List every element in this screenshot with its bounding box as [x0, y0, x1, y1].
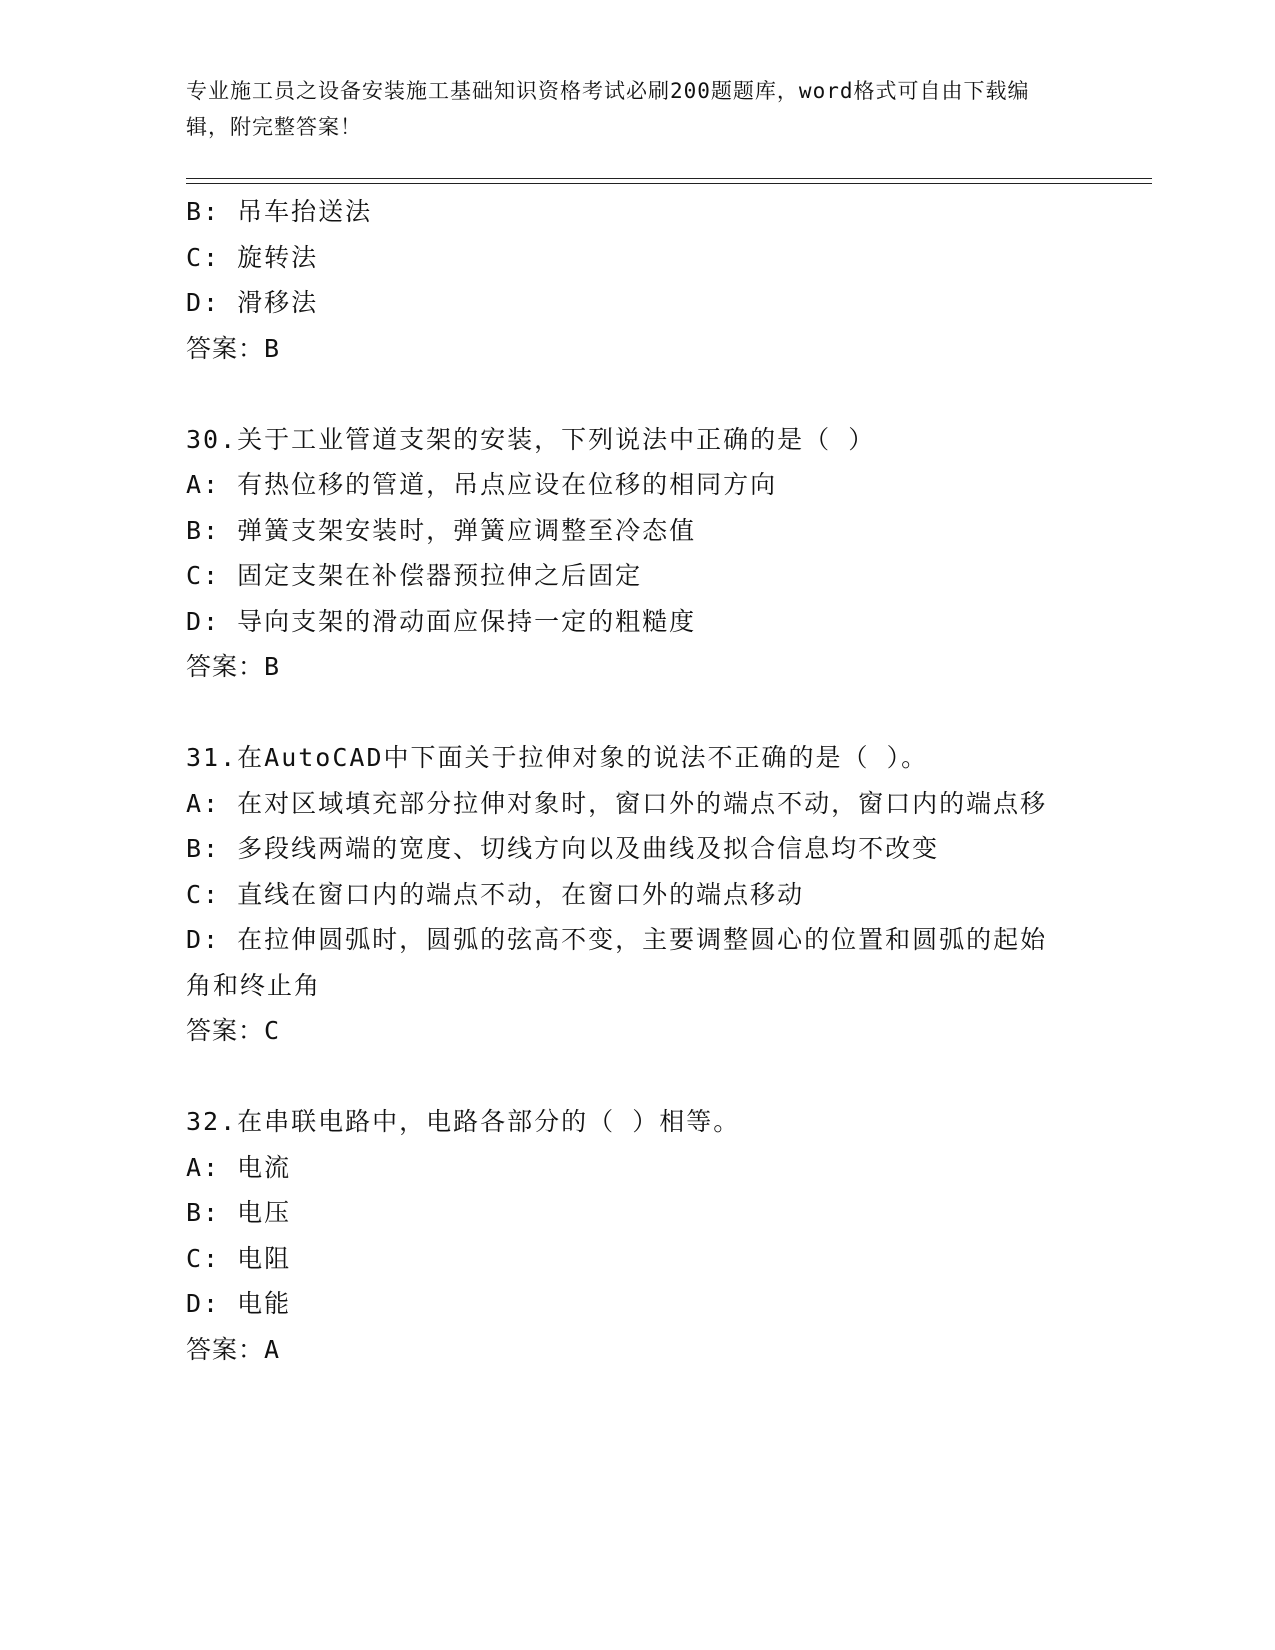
option-d: D: 在拉伸圆弧时，圆弧的弦高不变，主要调整圆心的位置和圆弧的起始角和终止角: [186, 925, 1048, 1000]
option-c: C: 直线在窗口内的端点不动，在窗口外的端点移动: [186, 879, 805, 909]
option-c: C: 旋转法: [186, 242, 319, 272]
option-d: D: 导向支架的滑动面应保持一定的粗糙度: [186, 606, 697, 636]
question-stem: 32.在串联电路中，电路各部分的（ ）相等。: [186, 1107, 741, 1136]
question-block-32: [186, 1099, 1086, 1372]
option-b: B: 吊车抬送法: [186, 197, 373, 226]
option-c: C: 固定支架在补偿器预拉伸之后固定: [186, 561, 643, 590]
question-block-30: [186, 417, 1086, 690]
question-list: [186, 189, 1086, 1372]
option-b: B: 弹簧支架安装时，弹簧应调整至冷态值: [186, 515, 697, 545]
answer-line: 答案：B: [186, 333, 281, 363]
option-b: B: 电压: [186, 1198, 292, 1227]
question-block-29: [186, 189, 1086, 371]
spacer: [186, 371, 1086, 417]
question-stem: 30.关于工业管道支架的安装，下列说法中正确的是（ ）: [186, 424, 876, 454]
answer-line: 答案：A: [186, 1334, 281, 1364]
option-a: A: 有热位移的管道，吊点应设在位移的相同方向: [186, 470, 778, 499]
option-a: A: 电流: [186, 1152, 292, 1182]
header-divider-bottom: [186, 183, 1152, 184]
document-header: 专业施工员之设备安装施工基础知识资格考试必刷200题题库，word格式可自由下载编辑，附完整答案！: [186, 79, 1030, 139]
option-d: D: 滑移法: [186, 288, 319, 317]
option-b: B: 多段线两端的宽度、切线方向以及曲线及拟合信息均不改变: [186, 834, 940, 863]
question-block-31: [186, 735, 1086, 1054]
spacer: [186, 1054, 1086, 1100]
spacer: [186, 690, 1086, 736]
question-stem: 31.在AutoCAD中下面关于拉伸对象的说法不正确的是（ ）。: [186, 743, 929, 772]
option-a: A: 在对区域填充部分拉伸对象时，窗口外的端点不动，窗口内的端点移: [186, 788, 1048, 818]
option-d: D: 电能: [186, 1289, 292, 1318]
answer-line: 答案：B: [186, 652, 281, 681]
option-c: C: 电阻: [186, 1243, 292, 1273]
header-divider-top: [186, 178, 1152, 179]
answer-line: 答案：C: [186, 1016, 281, 1045]
